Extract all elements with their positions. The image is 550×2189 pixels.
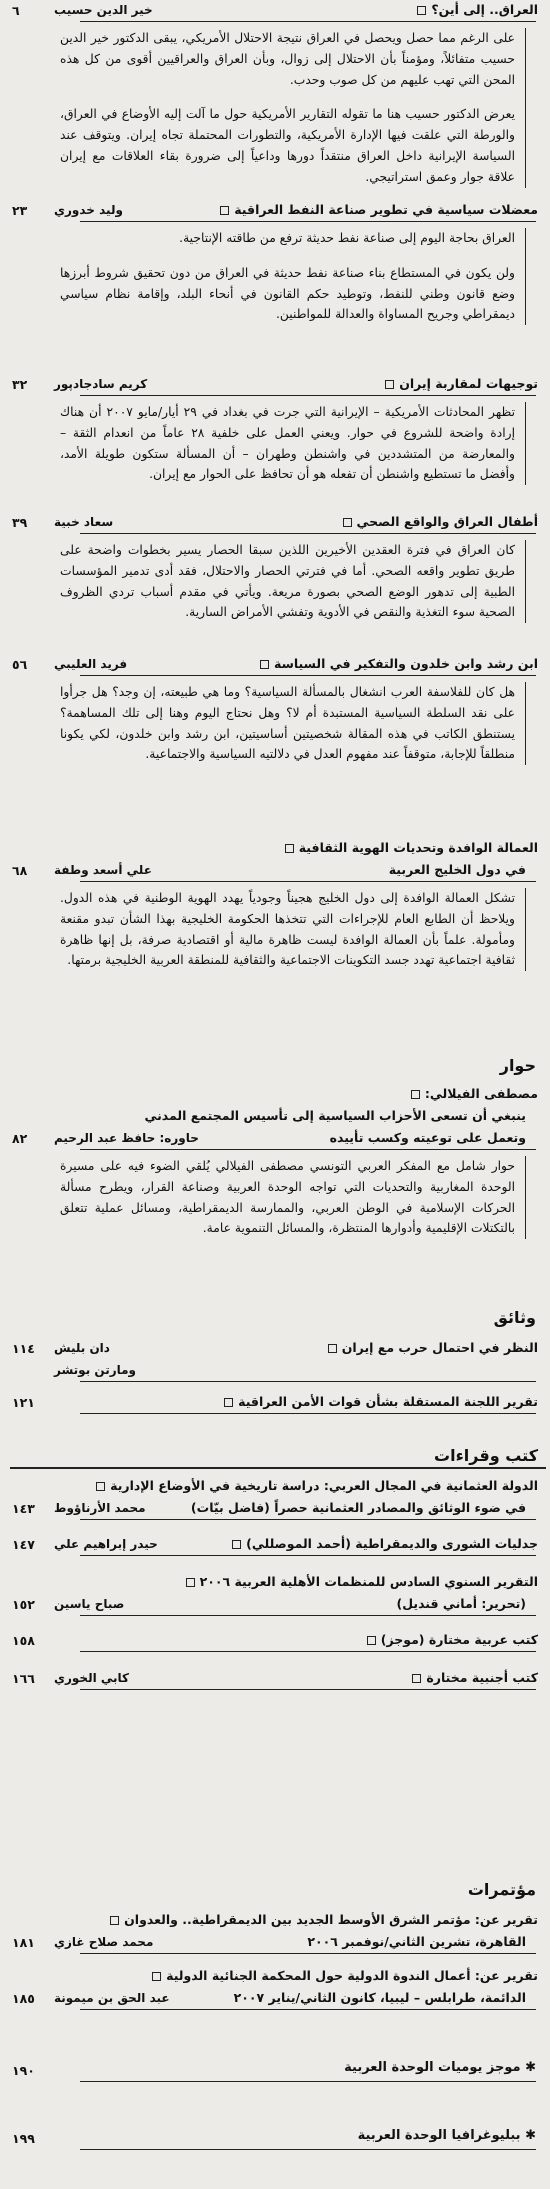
- title-rule: [80, 1413, 536, 1414]
- title-rule: [80, 1953, 536, 1954]
- article-abstract: [60, 682, 526, 765]
- title-rule: [80, 675, 536, 676]
- page-number: ٢٣: [12, 203, 28, 218]
- page-number: ٨٢: [12, 1131, 28, 1146]
- title-rule: [80, 881, 536, 882]
- article-abstract: [60, 28, 526, 188]
- book-title[interactable]: جدليات الشورى والديمقراطية (أحمد الموصللي): [232, 1536, 538, 1551]
- interviewer: حاوره: حافظ عبد الرحيم: [54, 1131, 199, 1145]
- title-rule: [80, 221, 536, 222]
- page-number: ١٤٣: [12, 1501, 35, 1516]
- report-author: محمد صلاح غازي: [54, 1935, 154, 1949]
- abstract-paragraph: تظهر المحادثات الأمريكية – الإيرانية التي جرت في بغداد في ٢٩ أيار/مايو ٢٠٠٧ أن هناك إرادة واضحة للشروع في حوار. ويعني العمل على خلفية ٢٨ عاماً من انعدام الثقة – والمعارضة من المتشددين في واشنطن وطهران – أن المسألة ستكون طويلة الأمد، وأفضل ما تستطيع واشنطن أن تفعله هو أن تحافظ على الحوار مع إيران.: [60, 405, 516, 482]
- article-author: علي أسعد وطفة: [54, 863, 152, 877]
- page-number: ١٨١: [12, 1935, 35, 1950]
- article-header: [10, 1572, 544, 1594]
- article-entry[interactable]: [10, 374, 544, 485]
- star-icon: ✱: [520, 2128, 536, 2143]
- reviewer: محمد الأرناؤوط: [54, 1501, 146, 1515]
- book-title-continued[interactable]: في ضوء الوثائق والمصادر العثمانية حصراً (فاضل بيّات): [190, 1500, 526, 1515]
- page-number: ٣٢: [12, 377, 28, 392]
- title-rule: [80, 395, 536, 396]
- article-header: [10, 1338, 544, 1360]
- abstract-paragraph: على الرغم مما حصل ويحصل في العراق نتيجة الاحتلال الأمريكي، يبقى الدكتور خير الدين حسيب متفائلاً، ومؤمناً بأن الاحتلال إلى زوال، وبأن العراق والعراقيين أقوى من كل هذه المحن التي تهب عليهم من كل صوب وحدب.: [60, 31, 515, 87]
- reviewer: حيدر إبراهيم علي: [54, 1537, 158, 1551]
- page-number: ٦: [12, 3, 20, 18]
- book-entry[interactable]: [10, 1572, 544, 1616]
- title-rule: [80, 1689, 536, 1690]
- article-abstract: [60, 888, 526, 971]
- article-subheader: [10, 1498, 544, 1520]
- title-rule: [80, 1519, 536, 1520]
- article-subheader: [10, 1594, 544, 1616]
- article-subheader: [10, 1988, 544, 2010]
- abstract-paragraph: حوار شامل مع المفكر العربي التونسي مصطفى الفيلالي يُلقي الضوء فيه على مسيرة الوحدة المغاربية والتحديات التي تواجه الوحدة العربية وصناعة القرار، ويطرح مسألة الحركات الإسلامية في الوطن العربي، والممارسة الديمقراطية، ومسائل عملية تتعلق بالتكتلات الإقليمية وأدوارها المنتظرة، والمسائل التنموية عامة.: [60, 1159, 515, 1236]
- book-entry[interactable]: [10, 1534, 544, 1556]
- article-entry[interactable]: [10, 512, 544, 623]
- article-header: [10, 374, 544, 396]
- title-rule: [80, 533, 536, 534]
- page-number: ١٤٧: [12, 1537, 35, 1552]
- article-subheader: [10, 1128, 544, 1150]
- article-author: كريم سادجادپور: [54, 377, 148, 391]
- appendix-entry[interactable]: [10, 2060, 544, 2082]
- title-rule: [80, 1651, 536, 1652]
- appendix-entry[interactable]: [10, 2128, 544, 2150]
- reviewer: كابي الخوري: [54, 1671, 130, 1685]
- abstract-paragraph: يعرض الدكتور حسيب هنا ما تقوله التقارير الأمريكية حول ما آلت إليه الأوضاع في العراق، والورطة التي علقت فيها الإدارة الأمريكية، والتطورات المحتملة تجاه إيران. ويتوقف عند السياسة الإيرانية داخل العراق منتقداً دورها وداعياً إلى ضرورة بقاء العلاقات مع إيران علاقة جوار وعمق استراتيجي.: [60, 107, 515, 184]
- conference-entry[interactable]: [10, 1910, 544, 1954]
- article-title[interactable]: العمالة الوافدة وتحديات الهوية الثقافية: [285, 840, 538, 855]
- article-author: خير الدين حسيب: [54, 3, 153, 17]
- appendix-title-text: موجز يوميات الوحدة العربية: [344, 2060, 521, 2075]
- document-author: دان بليش: [54, 1341, 110, 1355]
- article-entry[interactable]: [10, 200, 544, 325]
- article-title-continued[interactable]: في دول الخليج العربية: [388, 862, 526, 877]
- article-header: [10, 2128, 544, 2150]
- page-number: ٦٨: [12, 863, 28, 878]
- article-entry[interactable]: [10, 0, 544, 188]
- article-header: [10, 654, 544, 676]
- article-title[interactable]: معضلات سياسية في تطوير صناعة النفط العراقية: [220, 202, 538, 217]
- article-subheader: [10, 1360, 544, 1382]
- book-entry[interactable]: [10, 1668, 544, 1690]
- article-header: [10, 200, 544, 222]
- book-title-continued[interactable]: (تحرير: أماني قنديل): [396, 1596, 526, 1611]
- abstract-paragraph: هل كان للفلاسفة العرب انشغال بالمسألة السياسية؟ وما هي طبيعته، إن وجد؟ هل جرأوا على نقد السلطة السياسية المستبدة أم لا؟ وهل نحتاج اليوم وهنا إلى تلك المساهمة؟ يستنطق الكاتب في هذه المقالة شخصيتين أساسيتين، ابن رشد وابن خلدون، لكي يكونا منطلقاً للإجابة، متوقفاً عند مفهوم العدل في دلالتيه السياسية والاجتماعية.: [60, 685, 515, 762]
- reviewer: صباح ياسين: [54, 1597, 125, 1611]
- page-number: ١٥٢: [12, 1597, 35, 1612]
- title-rule: [80, 2149, 536, 2150]
- book-title[interactable]: الدولة العثمانية في المجال العربي: دراسة تاريخية في الأوضاع الإدارية: [96, 1478, 538, 1493]
- section-heading-books: كتب وقراءات: [10, 1446, 546, 1469]
- article-entry[interactable]: [10, 654, 544, 765]
- page-number: ٥٦: [12, 657, 28, 672]
- interview-title-line3[interactable]: وتعمل على توعيته وكسب تأييده: [329, 1130, 526, 1145]
- article-header: [10, 1630, 544, 1652]
- article-header: [10, 1534, 544, 1556]
- article-title[interactable]: العراق.. إلى أين؟: [417, 2, 538, 17]
- article-subheader: [10, 1932, 544, 1954]
- appendix-title-text: ببليوغرافيا الوحدة العربية: [357, 2128, 521, 2143]
- article-header: [10, 1476, 544, 1498]
- abstract-paragraph: ولن يكون في المستطاع بناء صناعة نفط حديثة في العراق من دون تحقيق شروط أبرزها وضع قانون وطني للنفط، وتوطيد حكم القانون في أنحاء البلد، وإقامة نظام سياسي ديمقراطي وجريح المساواة والعدالة للمواطنين.: [60, 265, 515, 322]
- article-header: [10, 1392, 544, 1414]
- conference-title-continued[interactable]: الدائمة، طرابلس – ليبيا، كانون الثاني/يناير ٢٠٠٧: [233, 1990, 526, 2005]
- interview-title[interactable]: مصطفى الفيلالي:: [411, 1086, 538, 1101]
- title-rule: [80, 2081, 536, 2082]
- book-entry[interactable]: [10, 1630, 544, 1652]
- appendix-title[interactable]: [344, 2060, 536, 2075]
- book-title[interactable]: التقرير السنوي السادس للمنظمات الأهلية العربية ٢٠٠٦: [186, 1574, 538, 1589]
- page-number: ١١٤: [12, 1341, 35, 1356]
- article-subheader: [10, 1106, 544, 1128]
- article-abstract: [60, 228, 526, 325]
- page-number: ١٩٠: [12, 2063, 35, 2078]
- article-header: [10, 1966, 544, 1988]
- article-header: [10, 838, 544, 860]
- article-abstract: [60, 402, 526, 485]
- title-rule: [80, 1381, 536, 1382]
- title-rule: [80, 2009, 536, 2010]
- conference-title[interactable]: تقرير عن: مؤتمر الشرق الأوسط الجديد بين الديمقراطية.. والعدوان: [110, 1912, 538, 1927]
- appendix-title[interactable]: [358, 2128, 536, 2143]
- title-rule: [80, 21, 536, 22]
- title-rule: [80, 1555, 536, 1556]
- star-icon: ✱: [520, 2060, 536, 2075]
- title-rule: [80, 1149, 536, 1150]
- book-entry[interactable]: [10, 1476, 544, 1520]
- document-entry[interactable]: [10, 1392, 544, 1414]
- document-entry[interactable]: [10, 1338, 544, 1382]
- page-number: ١٨٥: [12, 1991, 35, 2006]
- page-number: ١٢١: [12, 1395, 35, 1410]
- article-header: [10, 1084, 544, 1106]
- article-title[interactable]: أطفال العراق والواقع الصحي: [343, 514, 538, 529]
- article-author: فريد العليبي: [54, 657, 128, 671]
- conference-entry[interactable]: [10, 1966, 544, 2010]
- document-title[interactable]: تقرير اللجنة المستقلة بشأن قوات الأمن العراقية: [224, 1394, 538, 1409]
- article-title[interactable]: توجيهات لمقاربة إيران: [385, 376, 538, 391]
- section-heading-conferences: مؤتمرات: [467, 1880, 536, 1899]
- interview-title-line2[interactable]: ينبغي أن تسعى الأحزاب السياسية إلى تأسيس المجتمع المدني: [144, 1108, 526, 1123]
- article-header: [10, 0, 544, 22]
- article-entry[interactable]: [10, 838, 544, 971]
- article-header: [10, 2060, 544, 2082]
- page-number: ١٩٩: [12, 2131, 35, 2146]
- section-heading-interview: حوار: [499, 1056, 536, 1075]
- abstract-paragraph: العراق بحاجة اليوم إلى صناعة نفط حديثة ترفع من طاقته الإنتاجية.: [179, 231, 515, 245]
- book-title[interactable]: كتب عربية مختارة (موجز): [367, 1632, 538, 1647]
- abstract-paragraph: كان العراق في فترة العقدين الأخيرين اللذين سبقا الحصار يسير بخطوات واضحة على طريق تطوير واقعه الصحي. أما في فترتي الحصار والاحتلال، فقد أدى تدمير المؤسسات الطبية إلى تدهور الوضع الصحي بصورة مريعة. ويأتي في مقدم أسباب تردي الظروف الصحية سوء التغذية والنقص في الأدوية وتفشي الأمراض السارية.: [60, 543, 515, 620]
- conference-title[interactable]: تقرير عن: أعمال الندوة الدولية حول المحكمة الجنائية الدولية: [152, 1968, 538, 1983]
- report-author: عبد الحق بن ميمونة: [54, 1991, 170, 2005]
- article-abstract: [60, 540, 526, 623]
- article-header: [10, 512, 544, 534]
- page-number: ٣٩: [12, 515, 28, 530]
- page-number: ١٥٨: [12, 1633, 35, 1648]
- interview-abstract: [60, 1156, 526, 1239]
- document-title[interactable]: النظر في احتمال حرب مع إيران: [328, 1340, 538, 1355]
- article-author: سعاد خبية: [54, 515, 114, 529]
- section-heading-documents: وثائق: [493, 1308, 536, 1327]
- article-title[interactable]: ابن رشد وابن خلدون والتفكير في السياسة: [260, 656, 538, 671]
- title-rule: [80, 1615, 536, 1616]
- article-subheader: [10, 860, 544, 882]
- abstract-paragraph: تشكل العمالة الوافدة إلى دول الخليج هجيناً وجودياً يهدد الهوية الوطنية في هذه الدول. ويلاحظ أن الطابع العام للإجراءات التي تتخذها الحكومة الخليجية بهذا الشأن تبدو مقنعة ومأمولة. علماً بأن العمالة الوافدة ليست ظاهرة مالية أو اقتصادية صرفة، بل إنها ظاهرة ثقافية اجتماعية تهدد جسد التكوينات الاجتماعية والثقافية للمنطقة العربية الخليجية برمتها.: [60, 891, 515, 968]
- conference-title-continued[interactable]: القاهرة، تشرين الثاني/نوفمبر ٢٠٠٦: [307, 1934, 526, 1949]
- article-author: وليد خدوري: [54, 203, 123, 217]
- article-header: [10, 1668, 544, 1690]
- article-header: [10, 1910, 544, 1932]
- document-author-2: ومارتن بوتشر: [54, 1363, 136, 1377]
- book-title[interactable]: كتب أجنبية مختارة: [412, 1670, 538, 1685]
- interview-entry[interactable]: [10, 1084, 544, 1239]
- page-number: ١٦٦: [12, 1671, 35, 1686]
